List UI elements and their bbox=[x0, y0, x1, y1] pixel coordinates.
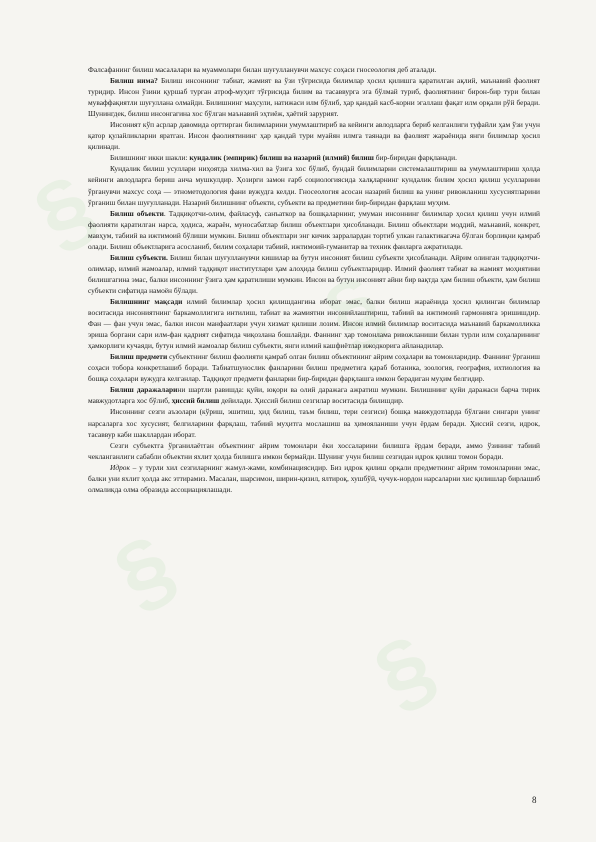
paragraph bbox=[88, 64, 540, 75]
paragraph bbox=[88, 152, 540, 163]
bold-term: Билишнинг мақсади bbox=[110, 296, 183, 306]
paragraph-text: Инсоният кўп асрлар давомида орттирган билимларини умумлаштириб ва кейинги авлодларга бериб келганлиги туфайли ҳам ўзи учун қатор қулайликларни яратган. Инсон фаолиятининг ҳар қандай тури муайян илмга таянади ва фаолият жараёнида янги билимлар ҳосил қилинади. bbox=[88, 120, 540, 152]
paragraph bbox=[88, 208, 540, 252]
paragraph bbox=[88, 119, 540, 152]
paragraph bbox=[88, 462, 540, 495]
paragraph bbox=[88, 440, 540, 462]
bold-term: Билиш даражалари bbox=[110, 385, 178, 395]
paragraph-text: Билишнинг икки шакли: bbox=[110, 153, 190, 163]
watermark-icon: § bbox=[308, 255, 401, 366]
paragraph-text: Сезги субъектга ўрганилаётган объектнинг айрим томонлари ёки хоссаларини билишга ёрдам беради, аммо ўзининг табиий чекланганлиги сабабли объектни яхлит ҳолда билишга имкон бермайди. Шунинг учун билиш сезгидан идрок қилиш томон боради. bbox=[88, 440, 540, 461]
paragraph-text: . Тадқиқотчи-олим, файласуф, санъаткор ва бошқаларнинг, умуман инсоннинг билимлар ҳосил қилиш учун илмий фаолияти қаратилган нарса, ҳодиса, жараён, муносабатлар билиш объектлари ҳисобланади. Билиш объектлари моддий, маънавий, конкрет, мавҳум, табиий ва ижтимоий бўлиши мумкин. Билиш объектлари энг кичик зарралардан тортиб улкан галактикагача бўлган борлиқни қамраб олади. Билиш объектларига асосланиб, билим соҳалари табиий, ижтимоий-гуманитар ва техник фанларга ажратилади. bbox=[88, 208, 540, 251]
paragraph-text: субъектнинг билиш фаолияти қамраб олган билиш объектининг айрим соҳалари ва томонларидир. Фаннинг ўрганиш соҳаси тобора конкретлашиб боради. Табиатшунослик фанларини билиш предметига қараб ботаника, зоология, география, ихтиология ва бошқа соҳалари вужудга келганлар. Тадқиқот предмети фанларни бир-биридан фарқлашга имкон берадиган муҳим белгидир. bbox=[88, 352, 540, 384]
watermark-icon: § bbox=[18, 155, 111, 266]
paragraph bbox=[88, 163, 540, 207]
paragraph-text: илмий билимлар ҳосил қилишдангина иборат эмас, балки билиш жараёнида ҳосил қилинган билимлар воситасида инсониятнинг баркамоллигига интилиш, табиат ва жамиятни инсонийлаштириш, табиий ва ижтимоий гармонияга эришишдир. Фан — фан учун эмас, балки инсон манфаатлари учун хизмат қилиши лозим. Инсон илмий билимлар воситасида маънавий баркамолликка эриша боргани сари илм-фан қадрият сифатида чиқозлана бошлайди. Фаннинг ҳар томонлама ривожланиши билан турли илм соҳаларининг ҳамкорлиги кучаяди, бутун илмий жамоалар билиш субъекти, янги илмий кашфиётлар ижодкорига айланадилар. bbox=[88, 296, 540, 351]
paragraph-text: Инсоннинг сезги аъзолари (кўриш, эшитиш, ҳид билиш, таъм билиш, тери сезгиси) бошқа мавжудотларда бўлгани сингари унинг нарсаларга хос хусусият, белгиларини фарқлаш, табиий муҳитга мослашиш ва ҳимояланиши учун ёрдам беради. Ҳиссий сезги, идрок, тасаввур каби шакллардан иборат. bbox=[88, 407, 540, 439]
paragraph bbox=[88, 252, 540, 296]
bold-term: кундалик (эмпирик) билиш ва назарий (илмий) билиш bbox=[189, 153, 374, 163]
watermark-icon: § bbox=[358, 615, 451, 726]
document-body bbox=[88, 64, 540, 495]
paragraph-text: Фалсафанинг билиш масалалари ва муаммолари билан шуғулланувчи махсус соҳаси гносеология деб аталади. bbox=[88, 65, 437, 74]
paragraph-text: – у турли хил сезгиларнинг жамул-жами, комбинациясидир. Биз идрок қилиш орқали предметнинг айрим томонларини эмас, балки уни яхлит ҳолда акс эттирамиз. Масалан, шарсимон, ширин-қизил, ялтироқ, хушбўй, чучук-нордон нарсаларни хис қилишлар бирлашиб олмаликда олма образида ассоциациялашади. bbox=[88, 462, 540, 494]
page-number: 8 bbox=[532, 795, 537, 805]
watermark-icon: § bbox=[98, 515, 191, 626]
bold-term: Билиш субъекти. bbox=[110, 252, 168, 262]
italic-term: Идрок bbox=[110, 462, 130, 472]
paragraph-text: бир-биридан фарқланади. bbox=[373, 153, 457, 163]
paragraph-text: Билиш билан шуғулланувчи кишилар ва бутун инсоният билиш субъекти ҳисобланади. Айрим олинган тадқиқотчи-олимлар, илмий жамоалар, илмий тадқиқот институтлари ҳам алоҳида билиш субъектларидир. Илмий фаолият табиат ва жамият моҳиятини билишгагина эмас, балки инсоннинг ўзига ҳам қаратилиши мумкин. Инсон ва бутун инсоният айни бир вақтда ҳам билиш объекти, ҳам билиш субъекти сифатида намоён бўлади. bbox=[88, 252, 540, 295]
paragraph bbox=[88, 351, 540, 384]
bold-term: ҳиссий билиш bbox=[171, 396, 220, 406]
bold-term: Билиш нима? bbox=[110, 76, 158, 86]
paragraph-text: ни шартли равишда: қуйи, юқори ва олий даражага ажратиш мумкин. Билишнинг қуйи даражаси барча тирик мавжудотларга хос бўлиб, bbox=[88, 385, 540, 406]
paragraph-text: Билиш инсоннинг табиат, жамият ва ўзи тўғрисида билимлар ҳосил қилишга қаратилган ақлий, маънавий фаолият туридир. Инсон ўзини қуршаб турган атроф-муҳит тўғрисида билим ва тасаввурга эга бўлмай туриб, фаолиятнинг бирон-бир тури билан муваффақиятли шуғуллана олмайди. Билишнинг маҳсули, натижаси илм бўлиб, ҳар қандай касб-корни эгаллаш фақат илм орқали рўй беради. Шунингдек, билиш инсонгагина хос бўлган маънавий эҳтиёж, ҳаётий зарурият. bbox=[88, 76, 540, 119]
paragraph-text: дейилади. Ҳиссий билиш сезгилар воситасида билишдир. bbox=[219, 396, 404, 406]
paragraph-text: Кундалик билиш усуллари ниҳоятда хилма-хил ва ўзига хос бўлиб, бундай билимларни системалаштириш ва умумлаштириш ҳолда кейинги авлодларга бериш анча мушкулдир. Ҳозирги замон ғарб социологиясида халқларнинг кундалик билим ҳосил қилиш усулларини ўрганувчи махсус соҳа — этнометодология фани вужудга келди. Гносеология асосан назарий билиш ва унинг ривожланиш хусусиятларини ўрганиш билан шуғулланади. Назарий билишнинг объекти, субъекти ва предметини бир-биридан фарқлаш муҳим. bbox=[88, 164, 540, 207]
paragraph bbox=[88, 296, 540, 351]
bold-term: Билиш предмети bbox=[110, 352, 168, 362]
bold-term: Билиш объекти bbox=[110, 208, 164, 218]
paragraph bbox=[88, 75, 540, 119]
paragraph bbox=[88, 384, 540, 406]
paragraph bbox=[88, 406, 540, 439]
